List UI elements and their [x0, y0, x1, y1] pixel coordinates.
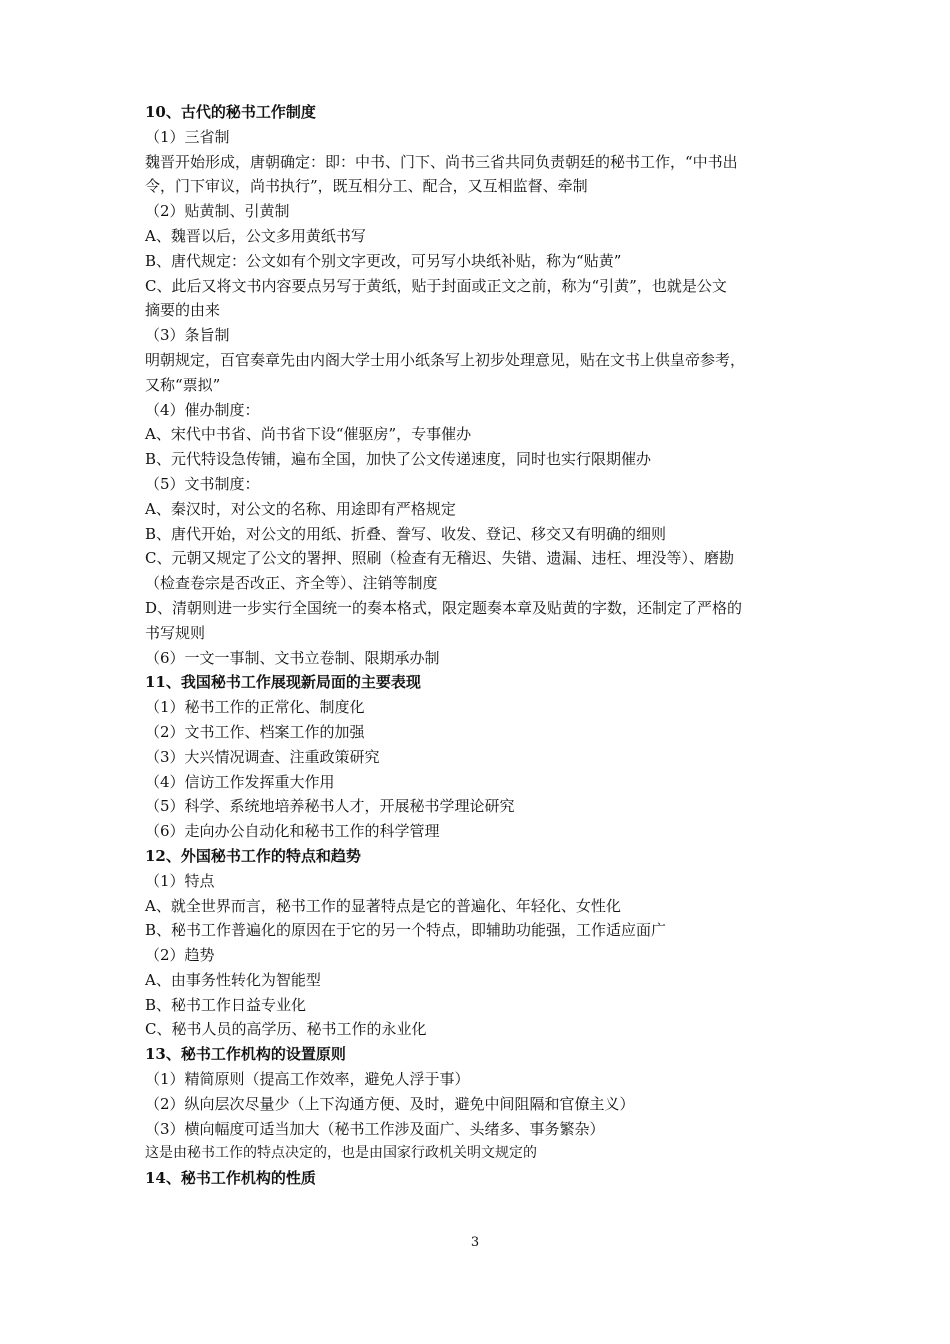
- section-heading: 12、外国秘书工作的特点和趋势: [145, 846, 361, 865]
- section-heading: 13、秘书工作机构的设置原则: [145, 1045, 346, 1064]
- text-line: A、秦汉时，对公文的名称、用途即有严格规定: [145, 499, 456, 518]
- text-line: （6）走向办公自动化和秘书工作的科学管理: [145, 822, 440, 841]
- text-line: （1）秘书工作的正常化、制度化: [145, 698, 365, 717]
- text-line: （1）三省制: [145, 127, 230, 146]
- text-line: A、魏晋以后，公文多用黄纸书写: [145, 226, 366, 245]
- section-heading: 11、我国秘书工作展现新局面的主要表现: [145, 673, 421, 692]
- text-line: C、秘书人员的高学历、秘书工作的永业化: [145, 1020, 427, 1039]
- text-line: （3）横向幅度可适当加大（秘书工作涉及面广、头绪多、事务繁杂）: [145, 1119, 605, 1138]
- section-heading: 10、古代的秘书工作制度: [145, 103, 316, 121]
- text-line: B、唐代规定：公文如有个别文字更改，可另写小块纸补贴，称为“贴黄”: [145, 251, 622, 270]
- text-line: B、唐代开始，对公文的用纸、折叠、誊写、收发、登记、移交又有明确的细则: [145, 524, 667, 543]
- text-line: （4）信访工作发挥重大作用: [145, 772, 335, 791]
- text-line: A、由事务性转化为智能型: [145, 970, 321, 989]
- text-line: 这是由秘书工作的特点决定的，也是由国家行政机关明文规定的: [145, 1145, 537, 1162]
- text-line: B、元代特设急传铺，遍布全国，加快了公文传递速度，同时也实行限期催办: [145, 450, 652, 469]
- text-line: （检查卷宗是否改正、齐全等）、注销等制度: [145, 574, 438, 593]
- text-line: 魏晋开始形成，唐朝确定：即：中书、门下、尚书三省共同负责朝廷的秘书工作，“中书出: [145, 152, 738, 171]
- text-line: （1）精简原则（提高工作效率，避免人浮于事）: [145, 1070, 470, 1089]
- text-line: （2）文书工作、档案工作的加强: [145, 722, 365, 741]
- text-line: （5）科学、系统地培养秘书人才，开展秘书学理论研究: [145, 797, 515, 816]
- text-line: （4）催办制度：: [145, 400, 260, 419]
- section-heading: 14、秘书工作机构的性质: [145, 1169, 316, 1188]
- text-line: C、此后又将文书内容要点另写于黄纸，贴于封面或正文之前，称为“引黄”，也就是公文: [145, 276, 727, 295]
- text-line: A、就全世界而言，秘书工作的显著特点是它的普遍化、年轻化、女性化: [145, 896, 621, 915]
- text-line: （1）特点: [145, 871, 215, 890]
- text-line: （2）贴黄制、引黄制: [145, 202, 290, 221]
- text-line: 明朝规定，百官奏章先由内阁大学士用小纸条写上初步处理意见，贴在文书上供皇帝参考，: [145, 350, 746, 369]
- text-line: 书写规则: [145, 623, 206, 642]
- text-line: （3）大兴情况调查、注重政策研究: [145, 747, 380, 766]
- text-line: （2）趋势: [145, 946, 215, 965]
- text-line: （5）文书制度：: [145, 474, 260, 493]
- text-line: B、秘书工作普遍化的原因在于它的另一个特点，即辅助功能强，工作适应面广: [145, 921, 667, 940]
- text-line: 又称“票拟”: [145, 375, 221, 394]
- text-line: B、秘书工作日益专业化: [145, 995, 307, 1014]
- text-line: 令，门下审议，尚书执行”，既互相分工、配合，又互相监督、牵制: [145, 177, 588, 196]
- text-line: （6）一文一事制、文书立卷制、限期承办制: [145, 648, 440, 667]
- text-line: 摘要的由来: [145, 301, 221, 320]
- text-line: （2）纵向层次尽量少（上下沟通方便、及时，避免中间阻隔和官僚主义）: [145, 1094, 635, 1113]
- text-line: C、元朝又规定了公文的署押、照刷（检查有无稽迟、失错、遗漏、违枉、埋没等）、磨勘: [145, 549, 734, 568]
- text-line: D、清朝则进一步实行全国统一的奏本格式，限定题奏本章及贴黄的字数，还制定了严格的: [145, 598, 743, 617]
- text-line: （3）条旨制: [145, 326, 230, 345]
- text-line: A、宋代中书省、尚书省下设“催驱房”，专事催办: [145, 425, 472, 444]
- document-body: [145, 100, 815, 1191]
- page-number: 3: [470, 1235, 480, 1250]
